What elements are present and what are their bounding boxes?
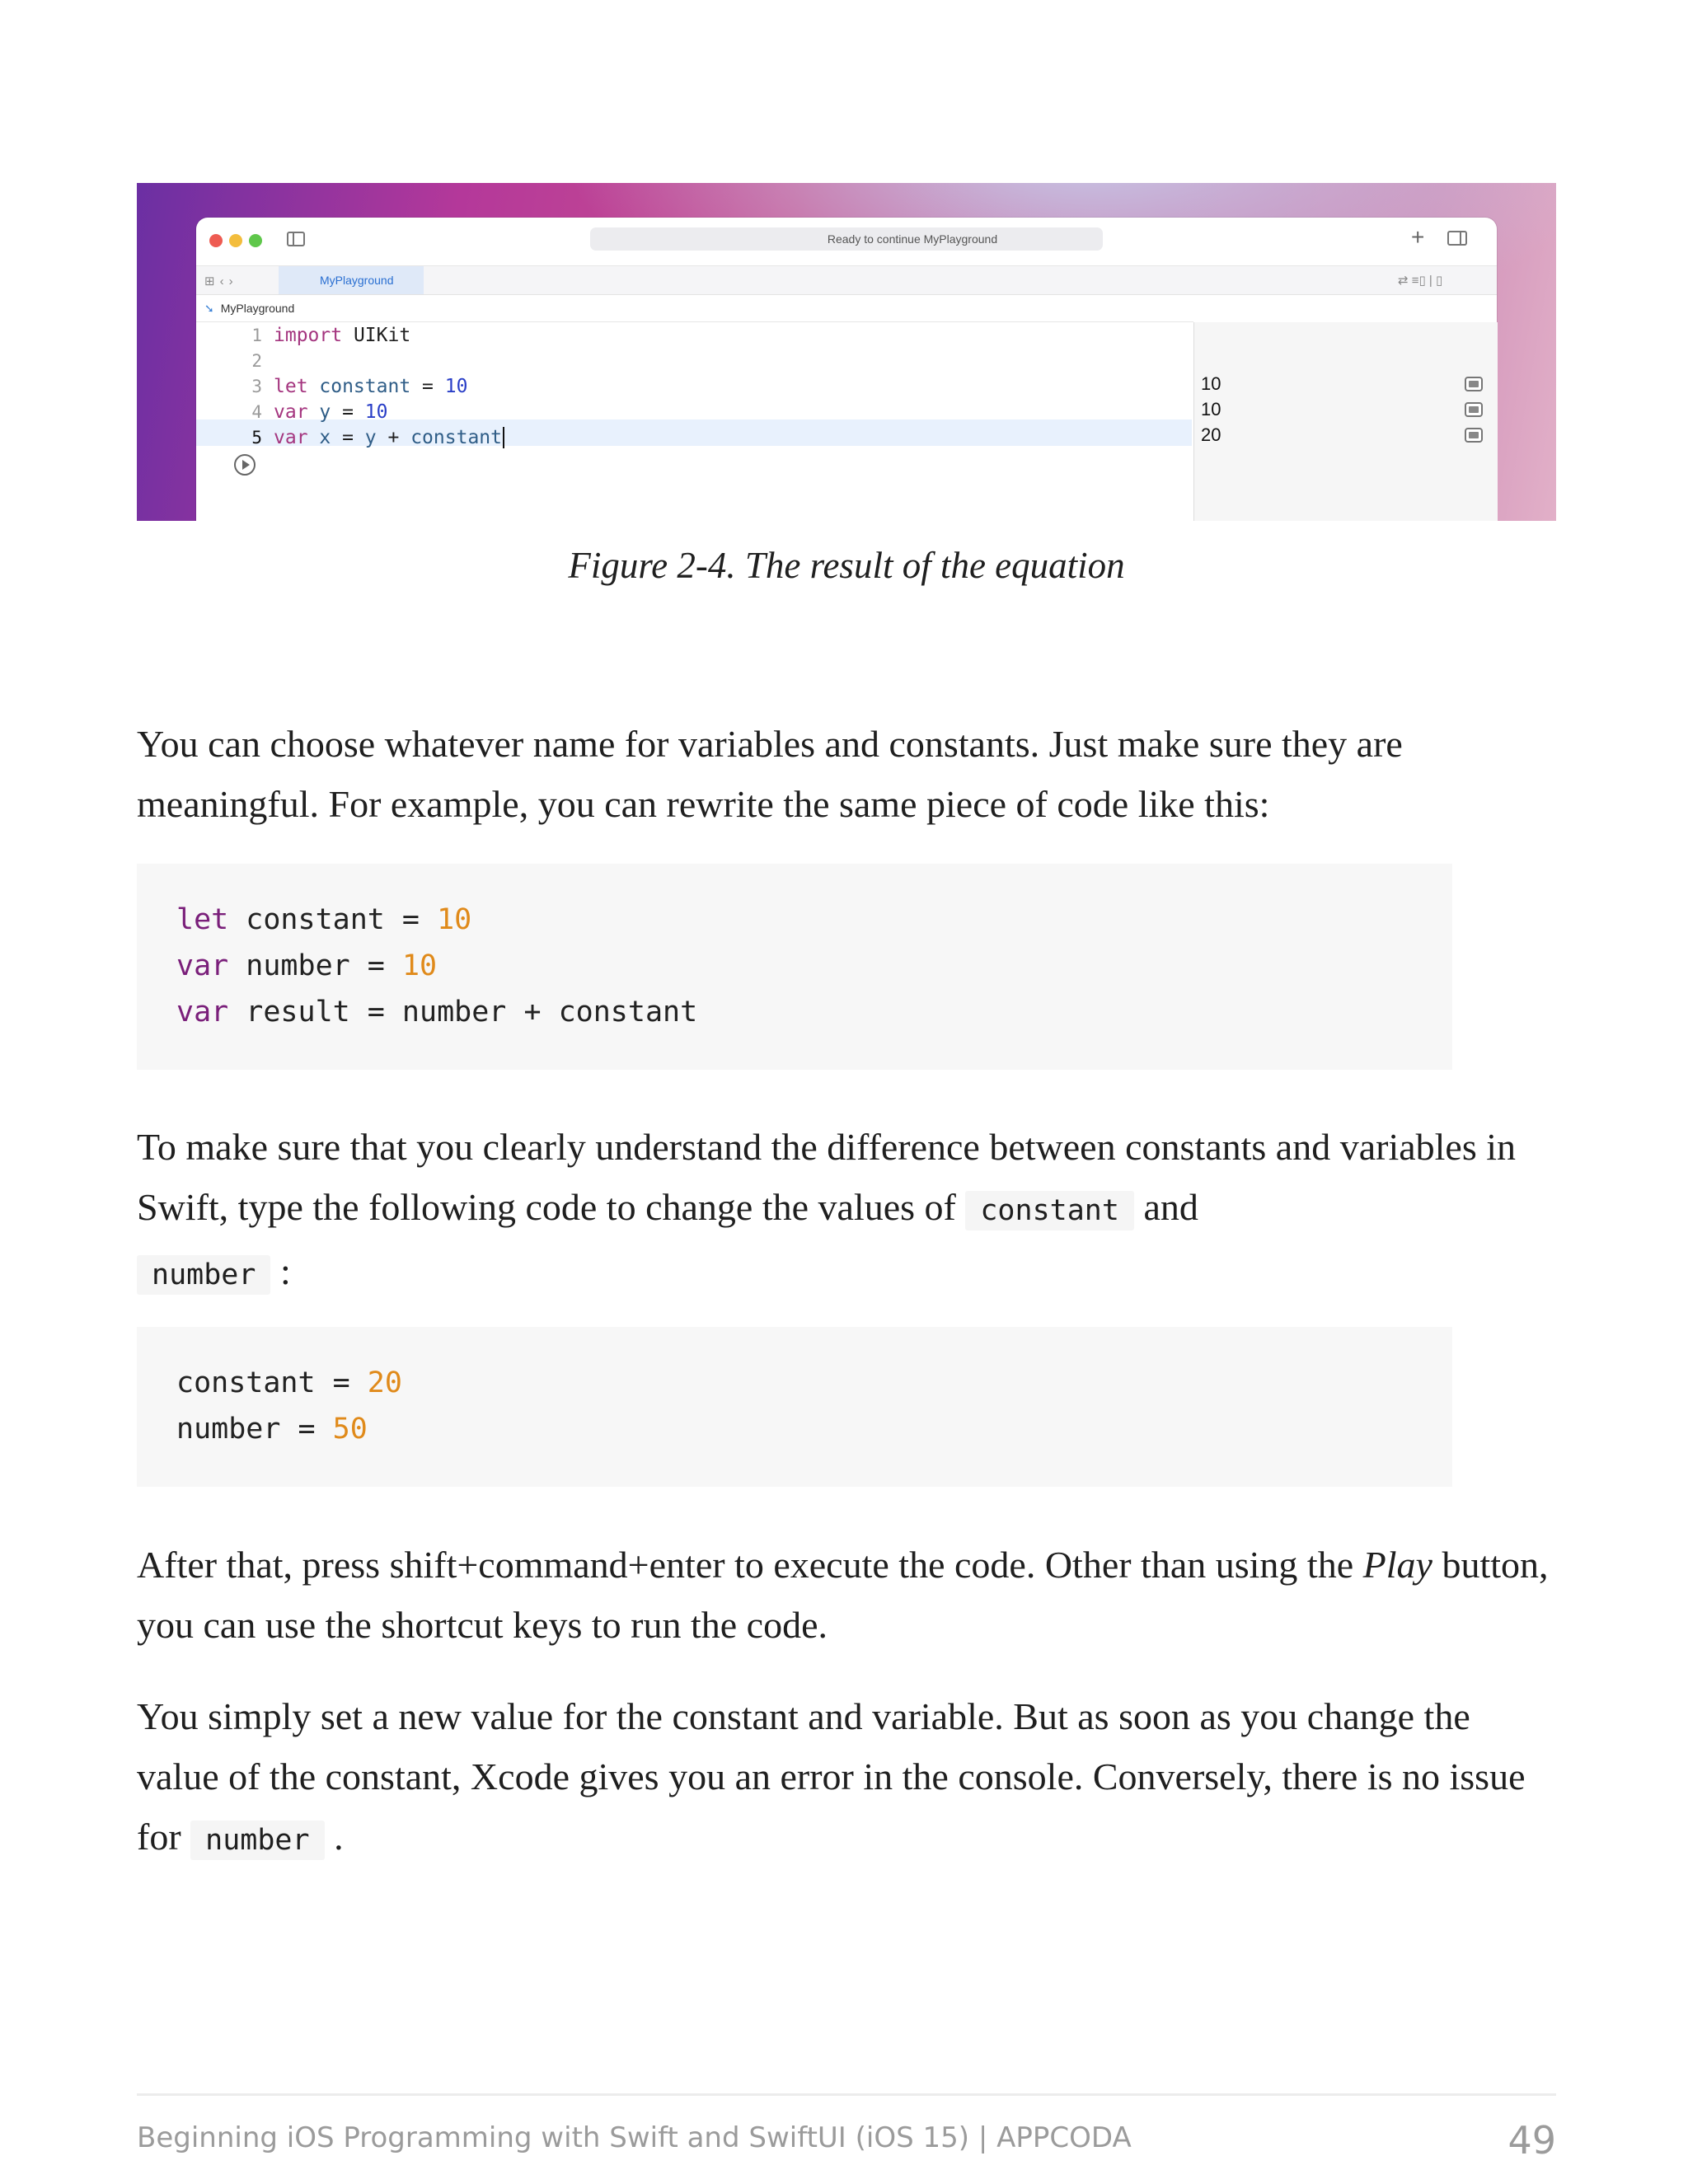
tab-bar — [196, 266, 1497, 295]
code-line-3: let constant = 10 — [274, 376, 468, 397]
quick-look-icon[interactable] — [1465, 377, 1483, 391]
inline-code: number — [137, 1255, 270, 1295]
line-number: 3 — [251, 377, 262, 396]
tab-myplayground[interactable] — [279, 266, 424, 294]
code-line: number = 50 — [176, 1413, 368, 1446]
text-cursor — [503, 427, 504, 448]
line-number: 2 — [251, 351, 262, 371]
code-line-1: import UIKit — [274, 325, 411, 346]
code-line-4: var y = 10 — [274, 401, 388, 423]
close-window-icon[interactable] — [209, 234, 223, 247]
code-line-5: var x = y + constant — [274, 427, 504, 448]
plus-icon[interactable]: + — [1411, 224, 1425, 250]
inline-code: number — [190, 1821, 324, 1860]
xcode-window — [196, 218, 1497, 521]
code-block-1 — [137, 864, 1452, 1070]
editor-options-icon[interactable]: ⇄ ≡▯ | ▯ — [1398, 274, 1443, 288]
play-button-icon[interactable] — [234, 454, 256, 476]
paragraph-3: After that, press shift+command+enter to execute the code. Other than using the Play button, you can use the shortcut keys to run the code. — [137, 1544, 1549, 1646]
code-line: constant = 20 — [176, 1366, 402, 1399]
status-text: Ready to continue MyPlayground — [827, 232, 998, 246]
tab-label: MyPlayground — [320, 274, 394, 287]
quick-look-icon[interactable] — [1465, 402, 1483, 417]
result-value: 20 — [1201, 424, 1221, 445]
minimize-window-icon[interactable] — [229, 234, 242, 247]
figure-screenshot — [137, 183, 1556, 521]
code-line: var result = number + constant — [176, 996, 698, 1029]
breadcrumb[interactable] — [204, 297, 294, 320]
page-number: 49 — [1507, 2118, 1556, 2163]
inspector-toggle-icon[interactable] — [1447, 231, 1467, 246]
result-value: 10 — [1201, 399, 1221, 419]
paragraph-4: You simply set a new value for the constant and variable. But as soon as you change the value of the constant, Xcode gives you an error in the console. Conversely, there is no issue for number . — [137, 1686, 1556, 1871]
swift-icon: ➘ — [204, 302, 214, 315]
code-line: let constant = 10 — [176, 903, 472, 936]
line-number: 5 — [251, 428, 262, 448]
paragraph-1: You can choose whatever name for variables and constants. Just make sure they are meaningful. For example, you can rewrite the same piece of code like this: — [137, 723, 1403, 825]
quick-look-icon[interactable] — [1465, 428, 1483, 443]
breadcrumb-label: MyPlayground — [220, 302, 295, 315]
paragraph-2: To make sure that you clearly understand the difference between constants and variables in Swift, type the following code to change the values of constant and number : — [137, 1117, 1556, 1305]
footer-divider — [137, 2093, 1556, 2096]
line-number: 4 — [251, 402, 262, 422]
line-number: 1 — [251, 326, 262, 345]
code-block-2 — [137, 1327, 1452, 1487]
sidebar-toggle-icon[interactable] — [287, 232, 305, 246]
results-sidebar — [1193, 322, 1498, 521]
zoom-window-icon[interactable] — [249, 234, 262, 247]
code-editor[interactable] — [196, 322, 1192, 521]
activity-status-bar — [590, 227, 1103, 251]
grid-nav-icon[interactable]: ⊞‹› — [204, 274, 238, 288]
footer-book-title: Beginning iOS Programming with Swift and SwiftUI (iOS 15) | APPCODA — [137, 2121, 1132, 2154]
inline-code: constant — [965, 1191, 1134, 1230]
figure-caption: Figure 2-4. The result of the equation — [568, 545, 1125, 586]
result-value: 10 — [1201, 373, 1221, 394]
code-line: var number = 10 — [176, 949, 438, 982]
